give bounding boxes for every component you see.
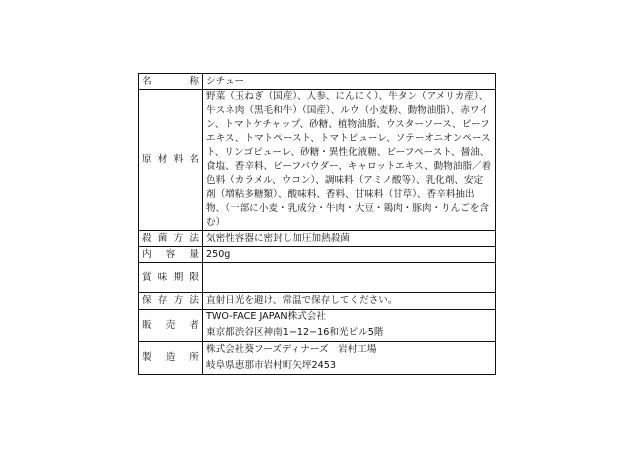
label-row-seller [139,310,496,342]
label-row-name [139,74,496,90]
label-row-ingredients [139,90,496,231]
seller-key [139,310,203,342]
label-row-best-before [139,263,496,293]
best-before-value [203,263,496,293]
label-row-sterilization [139,231,496,247]
sterilization-value: 気密性容器に密封し加圧加熱殺菌 [203,231,496,247]
storage-value: 直射日光を避け、常温で保存してください。 [203,293,496,310]
label-row-volume [139,247,496,263]
storage-key [139,293,203,310]
label-row-storage [139,293,496,310]
seller-value [203,310,496,342]
ingredients-key-text: 原 材 料 名 [142,154,199,165]
manufacturer-key [139,342,203,375]
sterilization-key [139,231,203,247]
food-label-table [138,73,496,375]
storage-key-text: 保 存 方 法 [142,295,199,306]
name-key-text: 名 称 [142,75,199,87]
seller-name: TWO-FACE JAPAN株式会社 [206,311,326,322]
volume-value: 250g [203,247,496,263]
name-value: シチュー [203,74,496,90]
seller-address: 東京都渋谷区神南1−12−16和光ビル5階 [206,327,384,338]
ingredients-key [139,90,203,231]
manufacturer-key-text: 製 造 所 [142,352,199,363]
label-row-manufacturer [139,342,496,375]
ingredients-value: 野菜（玉ねぎ（国産）、人参、にんにく）、牛タン（アメリカ産）、牛スネ肉（黒毛和牛）（国産）、ルウ（小麦粉、動物油脂）、赤ワイン、トマトケチャップ、砂糖、植物油脂、ウスターソース、ビーフエキス、トマトペースト、トマトピューレ、ソテーオニオンペースト、リンゴピューレ、砂糖・異性化液糖、ビーフペースト、醤油、食塩、香辛料、ビーフパウダー、キャロットエキス、動物油脂／着色料（カラメル、ウコン）、調味料（アミノ酸等）、乳化剤、安定剤（増粘多糖類）、酸味料、香料、甘味料（甘草）、香辛料抽出物、（一部に小麦・乳成分・牛肉・大豆・鶏肉・豚肉・りんごを含む） [203,90,496,231]
manufacturer-address: 岐阜県恵那市岩村町矢坪2453 [206,359,336,371]
name-key [139,74,203,90]
best-before-key-text: 賞 味 期 限 [142,271,199,283]
manufacturer-name: 株式会社葵フーズディナーズ 岩村工場 [206,343,377,355]
volume-key [139,247,203,263]
best-before-key [139,263,203,293]
volume-key-text: 内 容 量 [142,248,199,260]
manufacturer-value [203,342,496,375]
seller-key-text: 販 売 者 [142,319,199,331]
sterilization-key-text: 殺 菌 方 法 [142,232,199,244]
